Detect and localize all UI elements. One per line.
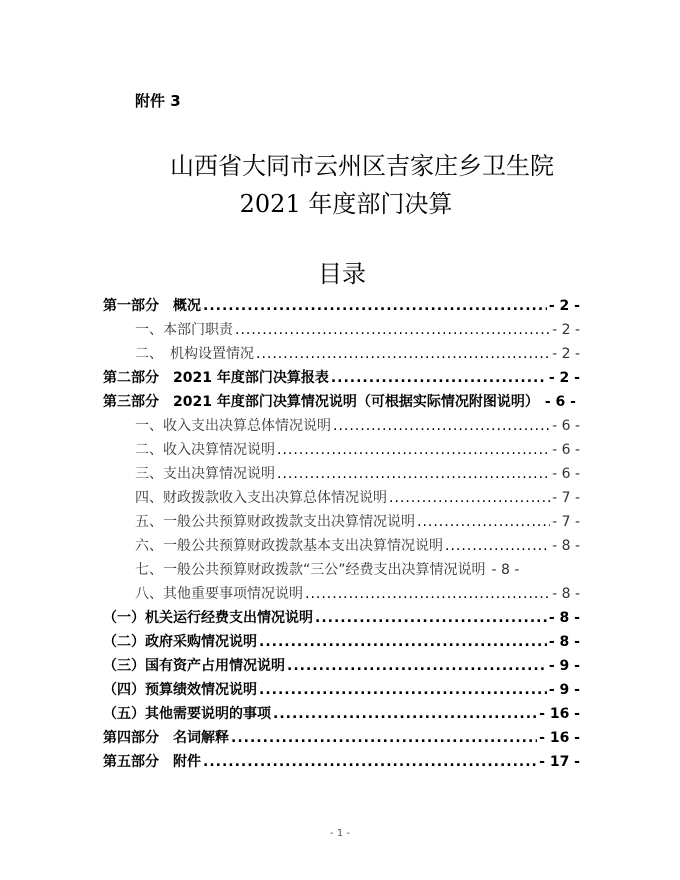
page-number: - 1 -	[330, 828, 350, 839]
toc-entry-page: - 17 -	[539, 754, 580, 770]
toc-entry-label: （二）政府采购情况说明	[103, 634, 257, 650]
toc-leader-dots	[287, 656, 547, 676]
toc-entry[interactable]	[135, 536, 580, 556]
toc-entry-page: - 9 -	[548, 658, 580, 674]
toc-leader-dots	[231, 728, 537, 748]
toc-entry[interactable]	[135, 464, 580, 484]
toc-entry-label: 第二部分 2021 年度部门决算报表	[103, 370, 329, 386]
toc-entry-label: 一、收入支出决算总体情况说明	[135, 418, 331, 434]
toc-entry-page: - 2 -	[548, 298, 580, 314]
toc-entry[interactable]	[103, 296, 580, 316]
toc-entry-label: 七、一般公共预算财政拨款“三公”经费支出决算情况说明	[135, 562, 486, 578]
toc-leader-dots	[256, 344, 550, 364]
document-subtitle: 2021 年度部门决算	[239, 190, 453, 218]
toc-leader-dots	[305, 584, 550, 604]
toc-leader-dots	[417, 512, 550, 532]
attachment-label: 附件 3	[135, 92, 181, 110]
toc-leader-dots	[273, 704, 537, 724]
toc-entry[interactable]	[135, 488, 580, 508]
toc-entry[interactable]	[103, 656, 580, 676]
toc-entry-page: - 2 -	[552, 346, 580, 362]
toc-leader-dots	[259, 632, 547, 652]
toc-entry-label: （三）国有资产占用情况说明	[103, 658, 285, 674]
toc-leader-dots	[277, 464, 550, 484]
toc-leader-dots	[389, 488, 550, 508]
toc-entry[interactable]	[135, 584, 580, 604]
toc-entry-label: 第五部分 附件	[103, 754, 201, 770]
toc-entry-label: 第一部分 概况	[103, 298, 201, 314]
toc-entry-label: （一）机关运行经费支出情况说明	[103, 610, 313, 626]
toc-entry[interactable]	[135, 512, 580, 532]
toc-leader-dots	[333, 416, 550, 436]
toc-entry-page: - 6 -	[552, 418, 580, 434]
toc-entry[interactable]	[103, 368, 580, 388]
toc-leader-dots	[331, 368, 547, 388]
document-title: 山西省大同市云州区吉家庄乡卫生院	[170, 152, 554, 180]
toc-entry-label: 六、一般公共预算财政拨款基本支出决算情况说明	[135, 538, 443, 554]
toc-entry-page: - 8 -	[548, 634, 580, 650]
toc-entry-page: - 16 -	[539, 730, 580, 746]
toc-entry-label: 八、其他重要事项情况说明	[135, 586, 303, 602]
toc-entry[interactable]	[135, 344, 580, 364]
toc-entry-page: - 8 -	[548, 610, 580, 626]
toc-entry[interactable]	[103, 392, 615, 412]
toc-entry-label: 二、 机构设置情况	[135, 346, 254, 362]
toc-entry-label: （五）其他需要说明的事项	[103, 706, 271, 722]
toc-entry-label: 第三部分 2021 年度部门决算情况说明（可根据实际情况附图说明）	[103, 394, 539, 410]
toc-entry-page: - 8 -	[491, 562, 520, 578]
toc-entry-page: - 9 -	[548, 682, 580, 698]
toc-entry[interactable]	[135, 560, 580, 580]
toc-entry-label: 四、财政拨款收入支出决算总体情况说明	[135, 490, 387, 506]
toc-entry-page: - 6 -	[552, 442, 580, 458]
toc-entry[interactable]	[135, 416, 580, 436]
toc-leader-dots	[445, 536, 550, 556]
toc-entry-page: - 7 -	[552, 514, 580, 530]
toc-entry-page: - 6 -	[544, 394, 576, 410]
toc-entry-label: 三、支出决算情况说明	[135, 466, 275, 482]
toc-entry[interactable]	[103, 704, 580, 724]
toc-leader-dots	[235, 320, 550, 340]
toc-entry[interactable]	[135, 320, 580, 340]
toc-entry-page: - 2 -	[548, 370, 580, 386]
toc-entry[interactable]	[103, 608, 580, 628]
toc-entry-page: - 6 -	[552, 466, 580, 482]
toc-leader-dots	[203, 296, 547, 316]
toc-entry[interactable]	[103, 680, 580, 700]
toc-entry-label: 二、收入决算情况说明	[135, 442, 275, 458]
toc-entry-label: （四）预算绩效情况说明	[103, 682, 257, 698]
toc-leader-dots	[259, 680, 547, 700]
toc-entry-page: - 16 -	[539, 706, 580, 722]
toc-leader-dots	[315, 608, 547, 628]
toc-entry-page: - 7 -	[552, 490, 580, 506]
toc-entry[interactable]	[103, 728, 580, 748]
toc-leader-dots	[203, 752, 537, 772]
toc-entry-page: - 8 -	[552, 586, 580, 602]
toc-entry-label: 第四部分 名词解释	[103, 730, 229, 746]
toc-entry-label: 一、本部门职责	[135, 322, 233, 338]
toc-entry[interactable]	[103, 632, 580, 652]
toc-leader-dots	[277, 440, 550, 460]
toc-entry[interactable]	[135, 440, 580, 460]
toc-entry[interactable]	[103, 752, 580, 772]
toc-entry-page: - 2 -	[552, 322, 580, 338]
toc-entry-label: 五、一般公共预算财政拨款支出决算情况说明	[135, 514, 415, 530]
toc-heading: 目录	[318, 260, 366, 288]
toc-entry-page: - 8 -	[552, 538, 580, 554]
